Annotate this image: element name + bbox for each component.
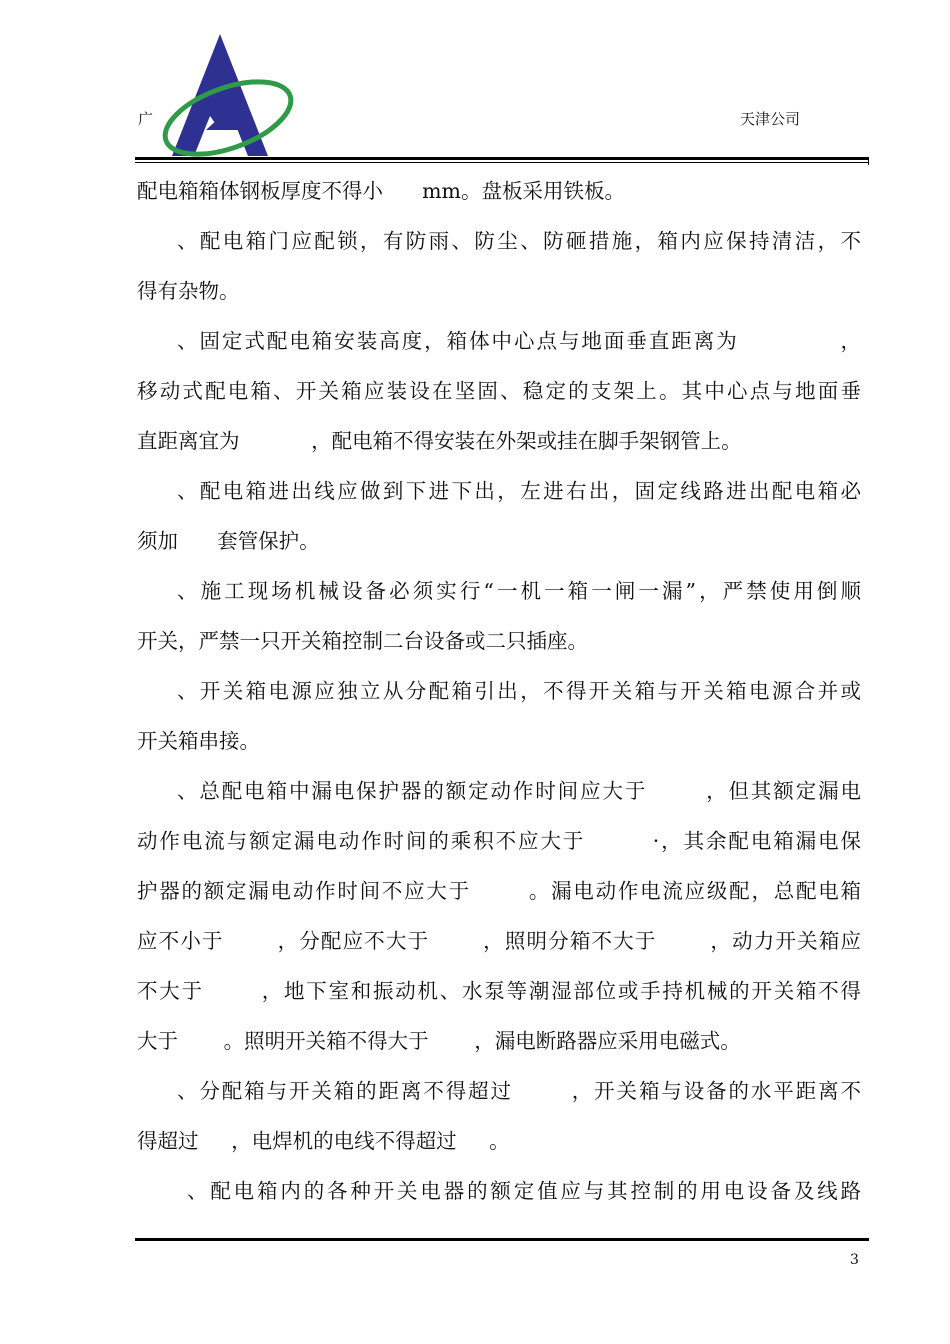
text-line: 、分配箱与开关箱的距离不得超过 ，开关箱与设备的水平距离不 — [177, 1079, 861, 1103]
text-line: 、固定式配电箱安装高度，箱体中心点与地面垂直距离为 ， — [177, 329, 861, 353]
text-line: 护器的额定漏电动作时间不应大于 。漏电动作电流应级配，总配电箱 — [137, 879, 861, 903]
text-line: 大于 。照明开关箱不得大于 ，漏电断路器应采用电磁式。 — [137, 1029, 741, 1053]
document-body — [137, 166, 861, 1216]
paragraph-distance-limits — [137, 1066, 861, 1166]
company-logo — [160, 30, 300, 160]
text-line: 直距离宜为 ，配电箱不得安装在外架或挂在脚手架钢管上。 — [137, 429, 742, 453]
header-rule-thick — [135, 157, 868, 160]
text-line: 应不小于 ，分配应不大于 ，照明分箱不大于 ，动力开关箱应 — [137, 929, 861, 953]
paragraph-install-height — [137, 316, 861, 466]
text-line: 动作电流与额定漏电动作时间的乘积不应大于 ·，其余配电箱漏电保 — [137, 829, 861, 853]
text-line: 、总配电箱中漏电保护器的额定动作时间应大于 ，但其额定漏电 — [177, 779, 861, 803]
paragraph-box-lock — [137, 216, 861, 316]
text-line: 、配电箱门应配锁，有防雨、防尘、防砸措施，箱内应保持清洁，不 — [177, 229, 861, 253]
header-rule-tick — [868, 157, 869, 165]
paragraph-rated-values — [137, 1166, 861, 1216]
text-line: 、开关箱电源应独立从分配箱引出，不得开关箱与开关箱电源合并或 — [177, 679, 861, 703]
paragraph-leakage-protection — [137, 766, 861, 1066]
paragraph-box-thickness — [137, 166, 861, 216]
text-line: 、配电箱内的各种开关电器的额定值应与其控制的用电设备及线路 — [187, 1179, 861, 1203]
text-line: 配电箱箱体钢板厚度不得小 mm。盘板采用铁板。 — [137, 179, 625, 203]
text-line: 须加 套管保护。 — [137, 529, 320, 553]
text-line: 得有杂物。 — [137, 279, 240, 303]
text-line: 得超过 ，电焊机的电线不得超过 。 — [137, 1129, 510, 1153]
text-line: 不大于 ，地下室和振动机、水泵等潮湿部位或手持机械的开关箱不得 — [137, 979, 861, 1003]
header-company-name: 天津公司 — [740, 110, 801, 128]
text-line: 开关箱串接。 — [137, 729, 260, 753]
page-number: 3 — [850, 1252, 859, 1268]
header-rule-thin — [135, 162, 868, 163]
paragraph-switch-box-power — [137, 666, 861, 766]
footer-rule — [135, 1238, 869, 1241]
text-line: 、施工现场机械设备必须实行“一机一箱一闸一漏”，严禁使用倒顺 — [177, 579, 861, 603]
paragraph-wiring-entry — [137, 466, 861, 566]
paragraph-one-machine-rule — [137, 566, 861, 666]
header-left-char: 广 — [138, 110, 154, 128]
text-line: 开关，严禁一只开关箱控制二台设备或二只插座。 — [137, 629, 588, 653]
text-line: 移动式配电箱、开关箱应装设在坚固、稳定的支架上。其中心点与地面垂 — [137, 379, 861, 403]
text-line: 、配电箱进出线应做到下进下出，左进右出，固定线路进出配电箱必 — [177, 479, 861, 503]
